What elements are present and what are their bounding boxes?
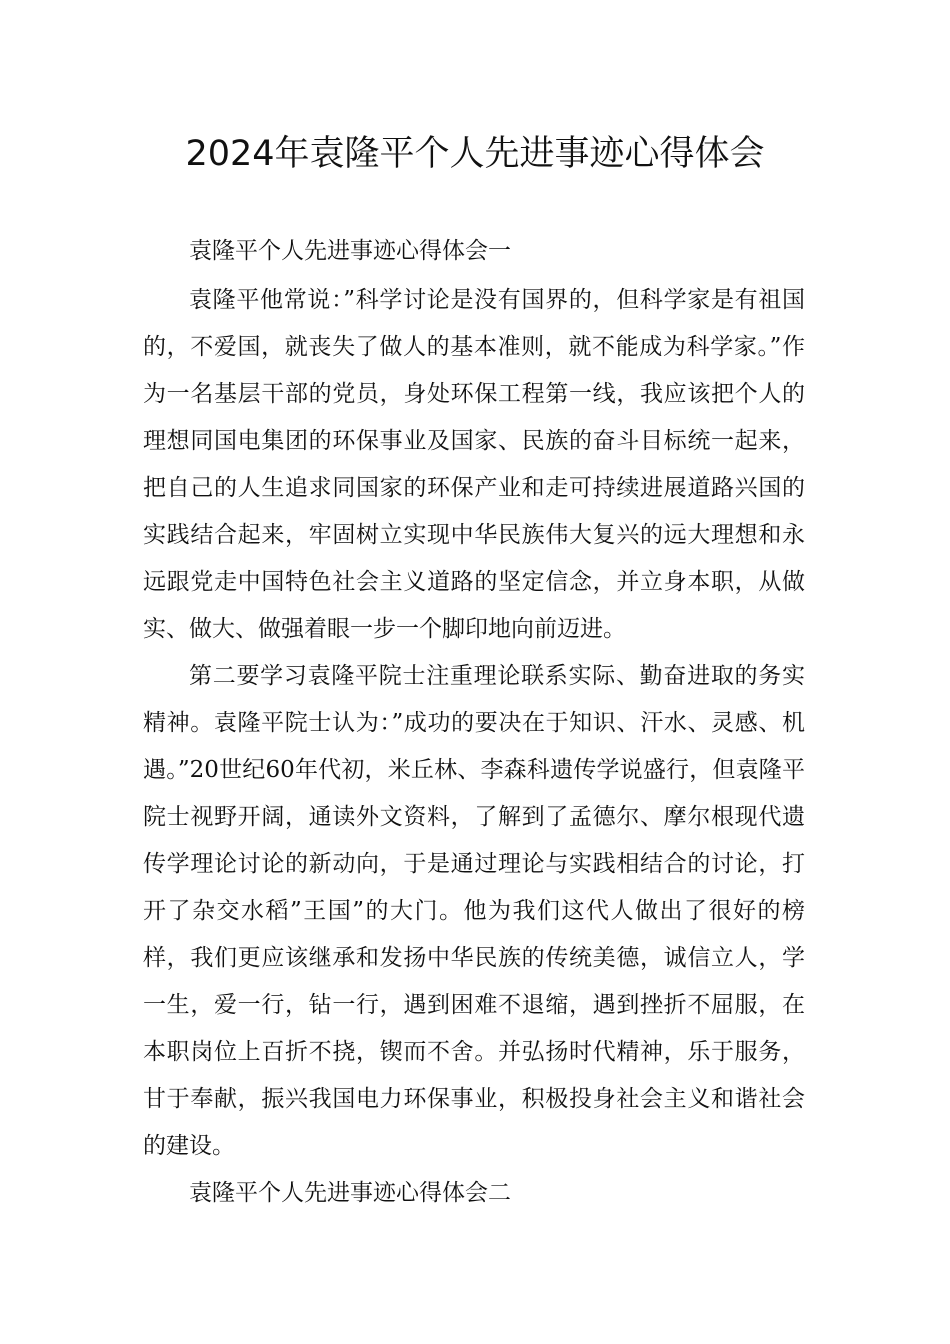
document-title: 2024年袁隆平个人先进事迹心得体会 [185,134,765,174]
body-paragraph: 第二要学习袁隆平院士注重理论联系实际、勤奋进取的务实精神。袁隆平院士认为：”成功的要决在于知识、汗水、灵感、机遇。”20世纪60年代初，米丘林、李森科遗传学说盛行，但袁隆平院士视野开阔，通读外文资料，了解到了孟德尔、摩尔根现代遗传学理论讨论的新动向，于是通过理论与实践相结合的讨论，打开了杂交水稻”王国”的大门。他为我们这代人做出了很好的榜样，我们更应该继承和发扬中华民族的传统美德，诚信立人，学一生，爱一行，钻一行，遇到困难不退缩，遇到挫折不屈服，在本职岗位上百折不挠，锲而不舍。并弘扬时代精神，乐于服务，甘于奉献，振兴我国电力环保事业，积极投身社会主义和谐社会的建设。 [143,663,805,1159]
section-heading-two: 袁隆平个人先进事迹心得体会二 [189,1180,511,1206]
body-paragraph: 袁隆平他常说：”科学讨论是没有国界的，但科学家是有祖国的，不爱国，就丧失了做人的基本准则，就不能成为科学家。”作为一名基层干部的党员，身处环保工程第一线，我应该把个人的理想同国电集团的环保事业及国家、民族的奋斗目标统一起来，把自己的人生追求同国家的环保产业和走可持续进展道路兴国的实践结合起来，牢固树立实现中华民族伟大复兴的远大理想和永远跟党走中国特色社会主义道路的坚定信念，并立身本职，从做实、做大、做强着眼一步一个脚印地向前迈进。 [143,287,805,642]
section-heading-one: 袁隆平个人先进事迹心得体会一 [189,238,511,264]
document-body [143,228,805,1217]
